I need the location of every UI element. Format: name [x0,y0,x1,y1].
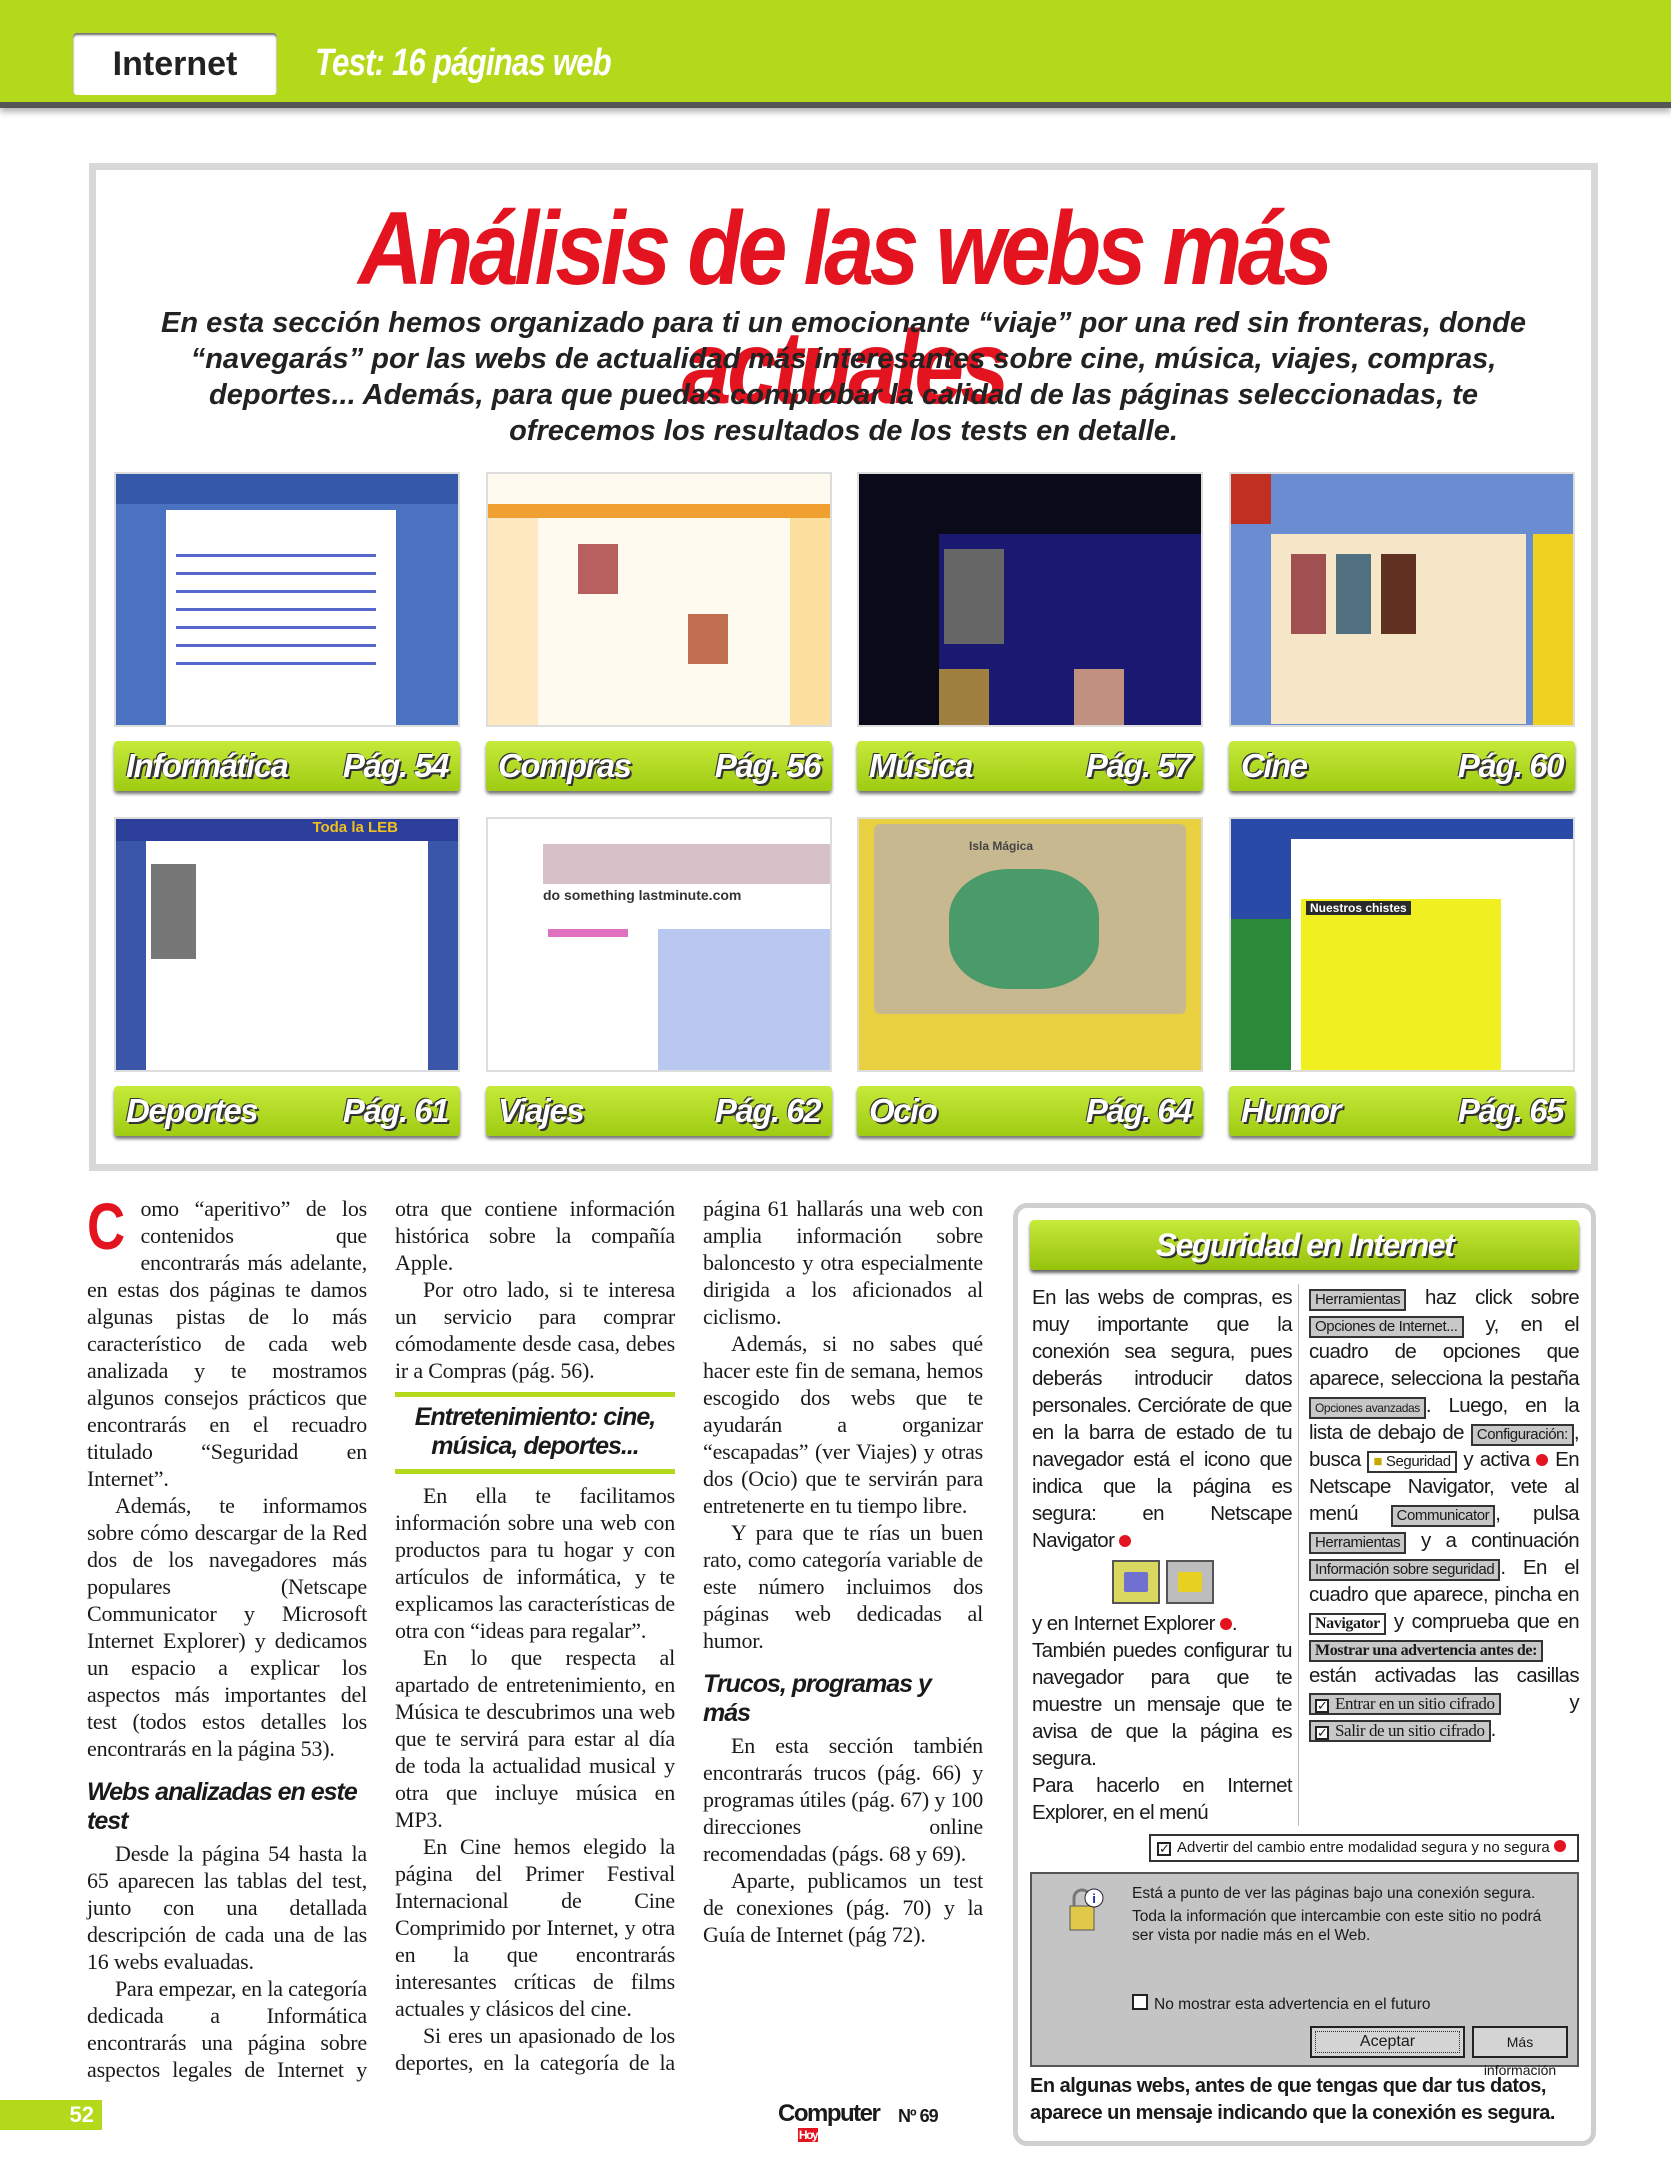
category-card-humor[interactable] [1229,817,1575,1136]
seguridad-item[interactable]: ■ Seguridad [1367,1451,1456,1473]
menu-herramientas[interactable]: Herramientas [1309,1289,1406,1311]
category-label: Viajes Pág. 62 [486,1086,832,1136]
screenshot-informatica [114,472,460,727]
section-title: Test: 16 páginas web [315,42,611,84]
thumb-caption: Isla Mágica [969,839,1034,853]
menu-communicator[interactable]: Communicator [1391,1505,1496,1527]
menu-informacion-seguridad[interactable]: Información sobre seguridad [1309,1559,1500,1581]
pointer-dot [1536,1454,1548,1466]
pointer-dot [1220,1618,1232,1630]
computer-hoy-logo: Computer Hoy [778,2100,880,2142]
category-card-ocio[interactable] [857,817,1203,1136]
advertencia-heading: Mostrar una advertencia antes de: [1309,1640,1543,1662]
checkbox-salir-cifrado[interactable]: ✓ Salir de un sitio cifrado [1309,1720,1491,1742]
subheading: Trucos, programas y más [703,1670,931,1727]
checkbox-checked-icon: ✓ [1317,1725,1328,1740]
checkbox-advertir-cambio[interactable]: ✓ Advertir del cambio entre modalidad segura y no segura [1149,1834,1579,1862]
screenshot-deportes [114,817,460,1072]
screenshot-humor [1229,817,1575,1072]
category-label: Compras Pág. 56 [486,741,832,791]
dialog-message: Toda la información que intercambie con este sitio no podrá ser vista por nadie más en el Web. [1132,1908,1542,1944]
subheading: Entretenimiento: cine, música, deportes... [395,1392,675,1474]
security-sidebar [1013,1203,1596,2146]
explorer-lock-icon [1166,1560,1214,1604]
checkbox-entrar-cifrado[interactable]: ✓ Entrar en un sitio cifrado [1309,1693,1501,1715]
thumb-caption: Toda la LEB [116,819,458,841]
category-label: Informática Pág. 54 [114,741,460,791]
section-label: Internet [73,33,277,95]
section-header [0,0,1671,108]
intro-text: En esta sección hemos organizado para ti un emocionante “viaje” por una red sin fronteras, donde “navegarás” por las webs de actualidad más interesantes sobre cine, música, viajes, compras, deportes... Además, para que puedas comprobar la calidad de las páginas seleccionadas, te ofrecemos los resultados de los tests en detalle. [161,307,1526,447]
article-body: Como “aperitivo” de los contenidos que encontrarás más adelante, en estas dos páginas te damos algunas pistas de lo más característico de cada web analizada y te mostramos algunos consejos prácticos que encontrarás en el recuadro titulado “Seguridad en Internet”. Además, te informamos sobre cómo descargar de la Red dos de los navegadores más populares (Netscape Communicator y Microsoft Internet Explorer) y dedicamos un espacio a explicar los aspectos más importantes del test (todos estos detalles los encontrarás en la página 53). Webs analizadas en este test Desde la página 54 hasta la 65 aparecen las tablas del test, junto con una detallada descripción de cada una de las 16 webs evaluadas. Para empezar, en la categoría dedicada a Informática encontrarás una página sobre aspectos legales de Internet y otra que contiene información histórica sobre la compañía Apple. Por otro lado, si te interesa un servicio para comprar cómodamente desde casa, debes ir a Compras (pág. 56). Entretenimiento: cine, música, deportes... En ella te facilitamos información sobre una web con productos para tu hogar y con artículos de informática, y te explicamos las características de otra con “ideas para regalar”. En lo que respecta al apartado de entretenimiento, en Música te descubrimos una web que te servirá para estar al día de toda la actualidad musical y otra que incluye música en MP3. En Cine hemos elegido la página del Primer Festival Internacional de Cine Comprimido por Internet, y otra en la que encontrarás interesantes críticas de films actuales y clásicos del cine. Si eres un apasionado de los deportes, en la categoría de la página 61 hallarás una web con amplia información sobre baloncesto y otra especialmente dirigida a los aficionados al ciclismo. Además, si no sabes qué hacer este fin de semana, hemos escogido dos webs que te ayudarán a organizar “escapadas” (ver Viajes) y otras dos (Ocio) que te servirán para entretenerte en tu tiempo libre. Y para que te rías un buen rato, como categoría variable de este número incluimos dos páginas web dedicadas al humor. Trucos, programas y más En esta sección también encontrarás trucos (pág. 66) y programas útiles (pág. 67) y 100 direcciones online recomendadas (págs. 68 y 69). Aparte, publicamos un test de conexiones (pág. 70) y la Guía de Internet (pág 72). [87,1189,983,2082]
thumb-caption: do something lastminute.com [543,887,742,903]
category-label: Música Pág. 57 [857,741,1203,791]
configuracion-label: Configuración: [1471,1424,1574,1446]
checkbox-checked-icon: ✓ [1317,1698,1328,1713]
tab-navigator[interactable]: Navigator [1309,1613,1386,1635]
security-alert-dialog [1030,1872,1579,2078]
netscape-lock-icon [1112,1560,1160,1604]
category-label: Ocio Pág. 64 [857,1086,1203,1136]
category-label: Humor Pág. 65 [1229,1086,1575,1136]
category-label: Cine Pág. 60 [1229,741,1575,791]
screenshot-ocio [857,817,1203,1072]
svg-text:i: i [1092,1891,1096,1906]
subheading: Webs analizadas en este test [87,1778,357,1835]
pointer-dot [1554,1840,1566,1852]
category-card-compras[interactable] [486,472,832,791]
issue-number: Nº 69 [898,2106,938,2126]
page-title: Análisis de las webs más actuales [358,191,1329,426]
mas-informacion-button[interactable]: Más información [1472,2026,1568,2058]
aceptar-button[interactable]: Aceptar [1310,2026,1465,2058]
thumb-caption: Nuestros chistes [1306,901,1411,915]
category-card-informatica[interactable] [114,472,460,791]
drop-cap: C [87,1189,125,1263]
sidebar-right-column: Herramientas haz click sobre Opciones de Internet... y, en el cuadro de opciones que aparece, selecciona la pestaña Opciones avanzadas . Luego, en la lista de debajo de Configuración: , busca ■ Seguridad y activa En Netscape Navigator, vete al menú Communicator , pulsa Herramientas y a continuación Información sobre seguridad . En el cuadro que aparece, pincha en Navigator y comprueba que en Mostrar una advertencia antes de: están activadas las casillas ✓ Entrar en un sitio cifrado y ✓ Salir de un sitio cifrado . [1298,1284,1579,1826]
dialog-caption: En algunas webs, antes de que tengas que dar tus datos, aparece un mensaje indicando que la conexión es segura. [1030,2075,1555,2124]
category-card-deportes[interactable] [114,817,460,1136]
sidebar-title: Seguridad en Internet [1030,1220,1579,1270]
no-mostrar-checkbox[interactable]: No mostrar esta advertencia en el futuro [1132,1994,1431,2014]
tab-opciones-avanzadas[interactable]: Opciones avanzadas [1309,1397,1426,1419]
dialog-message: Está a punto de ver las páginas bajo una conexión segura. [1132,1885,1536,1902]
category-card-viajes[interactable] [486,817,832,1136]
pointer-dot [1119,1535,1131,1547]
screenshot-cine [1229,472,1575,727]
page-number: 52 [0,2100,102,2130]
checkbox-unchecked-icon [1132,1994,1148,2010]
category-label: Deportes Pág. 61 [114,1086,460,1136]
screenshot-musica [857,472,1203,727]
menu-herramientas-netscape[interactable]: Herramientas [1309,1532,1406,1554]
screenshot-compras [486,472,832,727]
lock-info-icon [1064,1888,1104,1932]
menu-opciones-internet[interactable]: Opciones de Internet... [1309,1316,1464,1338]
lock-icon: ■ [1373,1453,1383,1470]
category-card-cine[interactable] [1229,472,1575,791]
checkbox-checked-icon: ✓ [1159,1841,1170,1856]
sidebar-left-column: En las webs de compras, es muy importante que la conexión sea segura, pues deberás introducir datos personales. Cerciórate de que en la barra de estado de tu navegador está el icono que indica que la página es segura: en Netscape Navigator y en Internet Explorer . También puedes configurar tu navegador para que te muestre un mensaje que te avisa de que la página es segura. Para hacerlo en Internet Explorer, en el menú [1032,1286,1292,1824]
screenshot-viajes [486,817,832,1072]
category-card-musica[interactable] [857,472,1203,791]
